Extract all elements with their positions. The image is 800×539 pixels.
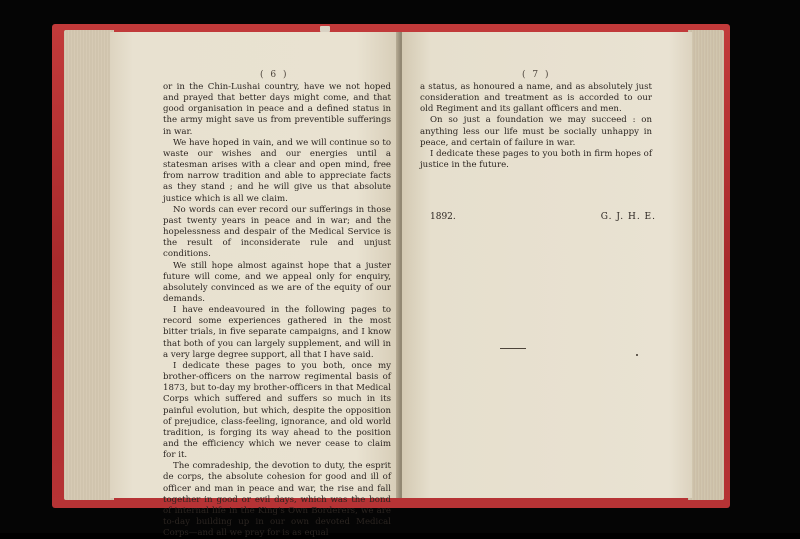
paragraph: The comradeship, the devotion to duty, the esprit de corps, the absolute cohesion for good and ill of officer and man in peace and war, the rise and fall together in good or evil days, which was the bond of internal life in the King's Own Borderers, we are to-day building up in our own devoted Medical Corps—and all we pray for is as equal — [163, 461, 391, 539]
closing-rule — [500, 348, 526, 349]
paragraph: We still hope almost against hope that a juster future will come, and we appeal only for enquiry, absolutely convinced as we are of the equity of our demands. — [163, 260, 391, 304]
left-page — [110, 32, 400, 539]
paragraph: We have hoped in vain, and we will continue so to waste our wishes and our energies until a statesman arises with a clear and open mind, free from narrow tradition and able to appreciate facts as they stand ; and he will give us that absolute justice which is all we claim. — [163, 137, 391, 204]
paragraph: I dedicate these pages to you both, once my brother-officers on the narrow regimental basis of 1873, but to-day my brother-officers in that Medical Corps which suffered and suffers so much in its painful evolution, but which, despite the opposition of prejudice, class-feeling, ignorance, and old world tradition, is forging its way ahead to the position and the efficiency which we never cease to claim for it. — [163, 360, 391, 461]
date: 1892. — [430, 212, 456, 222]
page-number: ( 6 ) — [260, 70, 289, 80]
paragraph: On so just a foundation we may succeed : on anything less our life must be socially unhappy in peace, and certain of failure in war. — [420, 115, 652, 148]
page-edges-left — [64, 30, 114, 500]
author-initials: G. J. H. E. — [600, 212, 656, 222]
page-body — [420, 82, 652, 171]
paragraph: I dedicate these pages to you both in firm hopes of justice in the future. — [420, 148, 652, 171]
page-body — [163, 82, 391, 539]
right-page — [402, 32, 692, 498]
paragraph: or in the Chin-Lushai country, have we not hoped and prayed that better days might come, and that good organisation in peace and a defined status in the army might save us from preventible sufferings in war. — [163, 82, 391, 137]
page-edges-right — [688, 30, 724, 500]
paragraph: I have endeavoured in the following pages to record some experiences gathered in the most bitter trials, in five separate campaigns, and I know that both of you can largely supplement, and will in a very large degree support, all that I have said. — [163, 305, 391, 360]
paper-speck — [636, 354, 638, 356]
paragraph: No words can ever record our sufferings in those past twenty years in peace and in war; and the hopelessness and despair of the Medical Service is the result of inconsiderate rule and unjust conditions. — [163, 204, 391, 260]
page-number: ( 7 ) — [522, 70, 551, 80]
paragraph: a status, as honoured a name, and as absolutely just consideration and treatment as is accorded to our old Regiment and its gallant officers and men. — [420, 82, 652, 115]
